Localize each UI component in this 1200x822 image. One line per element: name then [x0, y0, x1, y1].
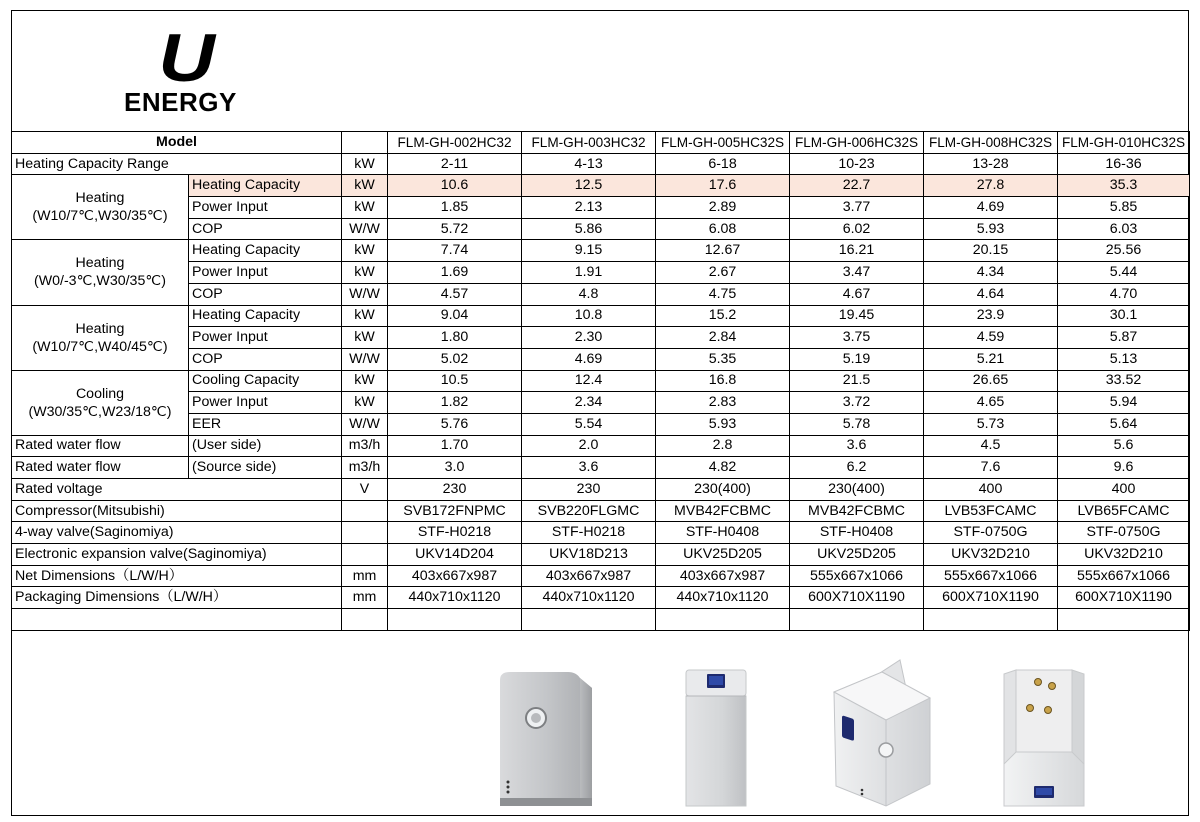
value-cell: 2.89 [656, 197, 790, 219]
value-cell: STF-H0408 [790, 522, 924, 544]
value-cell: 5.73 [924, 413, 1058, 435]
header-row [12, 132, 1190, 154]
group-condition: (W10/7℃,W40/45℃) [32, 338, 168, 355]
unit-cell: kW [342, 197, 388, 219]
value-cell: 4.69 [522, 348, 656, 370]
unit-cell: kW [342, 392, 388, 414]
value-cell: 5.85 [1058, 197, 1190, 219]
group-label [12, 240, 189, 305]
value-cell: 555x667x1066 [924, 565, 1058, 587]
brand-logo [124, 20, 256, 117]
value-cell: 3.72 [790, 392, 924, 414]
value-cell: 4.65 [924, 392, 1058, 414]
value-cell: 17.6 [656, 175, 790, 197]
group-condition: (W0/-3℃,W30/35℃) [34, 273, 166, 290]
row-label: Heating Capacity [189, 305, 342, 327]
spec-row [12, 305, 1190, 327]
empty-cell [656, 609, 790, 631]
empty-cell [790, 609, 924, 631]
row-label: COP [189, 348, 342, 370]
value-cell: 6.03 [1058, 218, 1190, 240]
value-cell: 440x710x1120 [656, 587, 790, 609]
value-cell: 5.94 [1058, 392, 1190, 414]
spec-row [12, 327, 1190, 349]
group-label [12, 305, 189, 370]
value-cell: 1.85 [388, 197, 522, 219]
value-cell: 5.87 [1058, 327, 1190, 349]
model-name: FLM-GH-005HC32S [656, 132, 790, 154]
value-cell: 10.6 [388, 175, 522, 197]
value-cell: SVB172FNPMC [388, 500, 522, 522]
row-label: COP [189, 283, 342, 305]
value-cell: 5.93 [656, 413, 790, 435]
value-cell: 5.02 [388, 348, 522, 370]
value-cell: 4-13 [522, 153, 656, 175]
unit-cell [342, 544, 388, 566]
unit-front-view [680, 666, 752, 810]
value-cell: 9.04 [388, 305, 522, 327]
value-cell: 2-11 [388, 153, 522, 175]
value-cell: 4.64 [924, 283, 1058, 305]
unit-cell [342, 522, 388, 544]
value-cell: 5.72 [388, 218, 522, 240]
value-cell: MVB42FCBMC [656, 500, 790, 522]
spec-row [12, 587, 1190, 609]
value-cell: UKV14D204 [388, 544, 522, 566]
empty-cell [12, 609, 342, 631]
value-cell: 16.21 [790, 240, 924, 262]
row-label: Power Input [189, 392, 342, 414]
value-cell: 16-36 [1058, 153, 1190, 175]
model-header: Model [12, 132, 342, 154]
value-cell: 4.67 [790, 283, 924, 305]
unit-open-angled-view [826, 658, 936, 810]
spec-row [12, 262, 1190, 284]
water-flow-row [12, 435, 1190, 457]
spec-row [12, 283, 1190, 305]
row-label: Power Input [189, 262, 342, 284]
value-cell: 403x667x987 [388, 565, 522, 587]
spec-row [12, 218, 1190, 240]
model-name: FLM-GH-008HC32S [924, 132, 1058, 154]
value-cell: 9.15 [522, 240, 656, 262]
unit-cell: kW [342, 370, 388, 392]
value-cell: 27.8 [924, 175, 1058, 197]
unit-cell: kW [342, 175, 388, 197]
value-cell: 7.6 [924, 457, 1058, 479]
value-cell: 5.86 [522, 218, 656, 240]
value-cell: 5.93 [924, 218, 1058, 240]
value-cell: 5.78 [790, 413, 924, 435]
value-cell: 3.0 [388, 457, 522, 479]
value-cell: 5.35 [656, 348, 790, 370]
value-cell: 23.9 [924, 305, 1058, 327]
value-cell: 230(400) [656, 479, 790, 501]
value-cell: 15.2 [656, 305, 790, 327]
empty-cell [388, 609, 522, 631]
product-images [12, 654, 1188, 814]
value-cell: UKV18D213 [522, 544, 656, 566]
value-cell: 30.1 [1058, 305, 1190, 327]
row-label: Rated voltage [12, 479, 342, 501]
side-label: (User side) [189, 435, 342, 457]
value-cell: MVB42FCBMC [790, 500, 924, 522]
spec-row [12, 197, 1190, 219]
spec-row [12, 370, 1190, 392]
value-cell: 13-28 [924, 153, 1058, 175]
value-cell: 5.6 [1058, 435, 1190, 457]
value-cell: 600X710X1190 [924, 587, 1058, 609]
value-cell: 5.13 [1058, 348, 1190, 370]
value-cell: 2.83 [656, 392, 790, 414]
spec-row [12, 522, 1190, 544]
spec-row [12, 565, 1190, 587]
model-name: FLM-GH-010HC32S [1058, 132, 1190, 154]
value-cell: 16.8 [656, 370, 790, 392]
row-label: Rated water flow [12, 435, 189, 457]
unit-cell: mm [342, 565, 388, 587]
value-cell: 1.70 [388, 435, 522, 457]
spec-row [12, 240, 1190, 262]
group-condition: (W30/35℃,W23/18℃) [28, 403, 172, 420]
value-cell: 10.5 [388, 370, 522, 392]
value-cell: 4.8 [522, 283, 656, 305]
logo-wordmark: ENERGY [124, 87, 237, 117]
group-title: Heating [75, 190, 125, 207]
value-cell: 12.5 [522, 175, 656, 197]
value-cell: 5.21 [924, 348, 1058, 370]
unit-cell: kW [342, 262, 388, 284]
value-cell: 25.56 [1058, 240, 1190, 262]
row-label: Electronic expansion valve(Saginomiya) [12, 544, 342, 566]
water-flow-row [12, 457, 1190, 479]
value-cell: 2.67 [656, 262, 790, 284]
value-cell: 10-23 [790, 153, 924, 175]
value-cell: 4.5 [924, 435, 1058, 457]
unit-cell: kW [342, 153, 388, 175]
spec-row [12, 348, 1190, 370]
spec-row [12, 175, 1190, 197]
value-cell: STF-H0408 [656, 522, 790, 544]
empty-cell [1058, 609, 1190, 631]
row-label: Net Dimensions（L/W/H） [12, 565, 342, 587]
value-cell: 4.69 [924, 197, 1058, 219]
value-cell: UKV25D205 [656, 544, 790, 566]
value-cell: 2.0 [522, 435, 656, 457]
unit-cell: kW [342, 327, 388, 349]
row-label: Heating Capacity [189, 175, 342, 197]
capacity-range-row [12, 153, 1190, 175]
value-cell: 21.5 [790, 370, 924, 392]
empty-cell [522, 609, 656, 631]
value-cell: 6-18 [656, 153, 790, 175]
spec-table [11, 131, 1190, 631]
value-cell: 2.8 [656, 435, 790, 457]
value-cell: 4.82 [656, 457, 790, 479]
row-label: Compressor(Mitsubishi) [12, 500, 342, 522]
value-cell: 4.70 [1058, 283, 1190, 305]
value-cell: 600X710X1190 [1058, 587, 1190, 609]
value-cell: 35.3 [1058, 175, 1190, 197]
row-label: Heating Capacity Range [12, 153, 342, 175]
side-label: (Source side) [189, 457, 342, 479]
value-cell: LVB65FCAMC [1058, 500, 1190, 522]
unit-header [342, 132, 388, 154]
unit-cell: W/W [342, 413, 388, 435]
row-label: COP [189, 218, 342, 240]
value-cell: STF-H0218 [388, 522, 522, 544]
group-label [12, 175, 189, 240]
value-cell: 230 [388, 479, 522, 501]
value-cell: 4.57 [388, 283, 522, 305]
value-cell: 3.77 [790, 197, 924, 219]
value-cell: 12.67 [656, 240, 790, 262]
row-label: Power Input [189, 327, 342, 349]
value-cell: 440x710x1120 [388, 587, 522, 609]
value-cell: 440x710x1120 [522, 587, 656, 609]
spec-row [12, 500, 1190, 522]
value-cell: 5.64 [1058, 413, 1190, 435]
value-cell: 33.52 [1058, 370, 1190, 392]
spec-row [12, 479, 1190, 501]
value-cell: 5.54 [522, 413, 656, 435]
spec-row [12, 392, 1190, 414]
group-label [12, 370, 189, 435]
value-cell: 12.4 [522, 370, 656, 392]
value-cell: 1.80 [388, 327, 522, 349]
unit-cell: W/W [342, 348, 388, 370]
value-cell: 4.59 [924, 327, 1058, 349]
unit-cell [342, 500, 388, 522]
group-title: Heating [75, 320, 125, 337]
value-cell: 2.30 [522, 327, 656, 349]
group-condition: (W10/7℃,W30/35℃) [32, 208, 168, 225]
value-cell: LVB53FCAMC [924, 500, 1058, 522]
logo-mark: U [158, 20, 215, 96]
value-cell: 2.34 [522, 392, 656, 414]
unit-cell: kW [342, 305, 388, 327]
row-label: Cooling Capacity [189, 370, 342, 392]
value-cell: 9.6 [1058, 457, 1190, 479]
spec-row [12, 413, 1190, 435]
value-cell: STF-0750G [924, 522, 1058, 544]
spec-row [12, 544, 1190, 566]
unit-cell: mm [342, 587, 388, 609]
empty-cell [924, 609, 1058, 631]
group-title: Heating [75, 255, 125, 272]
value-cell: 6.02 [790, 218, 924, 240]
value-cell: 7.74 [388, 240, 522, 262]
value-cell: UKV32D210 [1058, 544, 1190, 566]
value-cell: 10.8 [522, 305, 656, 327]
value-cell: UKV32D210 [924, 544, 1058, 566]
empty-cell [342, 609, 388, 631]
value-cell: STF-H0218 [522, 522, 656, 544]
value-cell: 3.47 [790, 262, 924, 284]
model-name: FLM-GH-002HC32 [388, 132, 522, 154]
value-cell: 600X710X1190 [790, 587, 924, 609]
value-cell: 403x667x987 [522, 565, 656, 587]
value-cell: STF-0750G [1058, 522, 1190, 544]
row-label: Heating Capacity [189, 240, 342, 262]
value-cell: 5.76 [388, 413, 522, 435]
group-title: Cooling [75, 385, 125, 402]
value-cell: 3.6 [522, 457, 656, 479]
unit-open-top-view [1000, 668, 1088, 810]
value-cell: 230(400) [790, 479, 924, 501]
unit-cell: kW [342, 240, 388, 262]
model-name: FLM-GH-003HC32 [522, 132, 656, 154]
value-cell: 26.65 [924, 370, 1058, 392]
value-cell: 2.84 [656, 327, 790, 349]
value-cell: 4.75 [656, 283, 790, 305]
row-label: EER [189, 413, 342, 435]
row-label: Packaging Dimensions（L/W/H） [12, 587, 342, 609]
unit-cell: m3/h [342, 435, 388, 457]
value-cell: 3.75 [790, 327, 924, 349]
spec-table-body [12, 132, 1190, 631]
value-cell: 20.15 [924, 240, 1058, 262]
value-cell: SVB220FLGMC [522, 500, 656, 522]
row-label: Power Input [189, 197, 342, 219]
unit-cell: W/W [342, 283, 388, 305]
value-cell: 230 [522, 479, 656, 501]
empty-row [12, 609, 1190, 631]
value-cell: 2.13 [522, 197, 656, 219]
value-cell: 555x667x1066 [1058, 565, 1190, 587]
row-label: 4-way valve(Saginomiya) [12, 522, 342, 544]
value-cell: 4.34 [924, 262, 1058, 284]
unit-cell: m3/h [342, 457, 388, 479]
unit-side-view [488, 668, 598, 810]
unit-cell: W/W [342, 218, 388, 240]
value-cell: 5.44 [1058, 262, 1190, 284]
value-cell: 1.91 [522, 262, 656, 284]
value-cell: 555x667x1066 [790, 565, 924, 587]
model-name: FLM-GH-006HC32S [790, 132, 924, 154]
value-cell: 6.08 [656, 218, 790, 240]
value-cell: 3.6 [790, 435, 924, 457]
value-cell: 1.82 [388, 392, 522, 414]
value-cell: UKV25D205 [790, 544, 924, 566]
value-cell: 400 [924, 479, 1058, 501]
row-label: Rated water flow [12, 457, 189, 479]
value-cell: 403x667x987 [656, 565, 790, 587]
value-cell: 1.69 [388, 262, 522, 284]
value-cell: 22.7 [790, 175, 924, 197]
unit-cell: V [342, 479, 388, 501]
value-cell: 5.19 [790, 348, 924, 370]
value-cell: 400 [1058, 479, 1190, 501]
value-cell: 19.45 [790, 305, 924, 327]
value-cell: 6.2 [790, 457, 924, 479]
